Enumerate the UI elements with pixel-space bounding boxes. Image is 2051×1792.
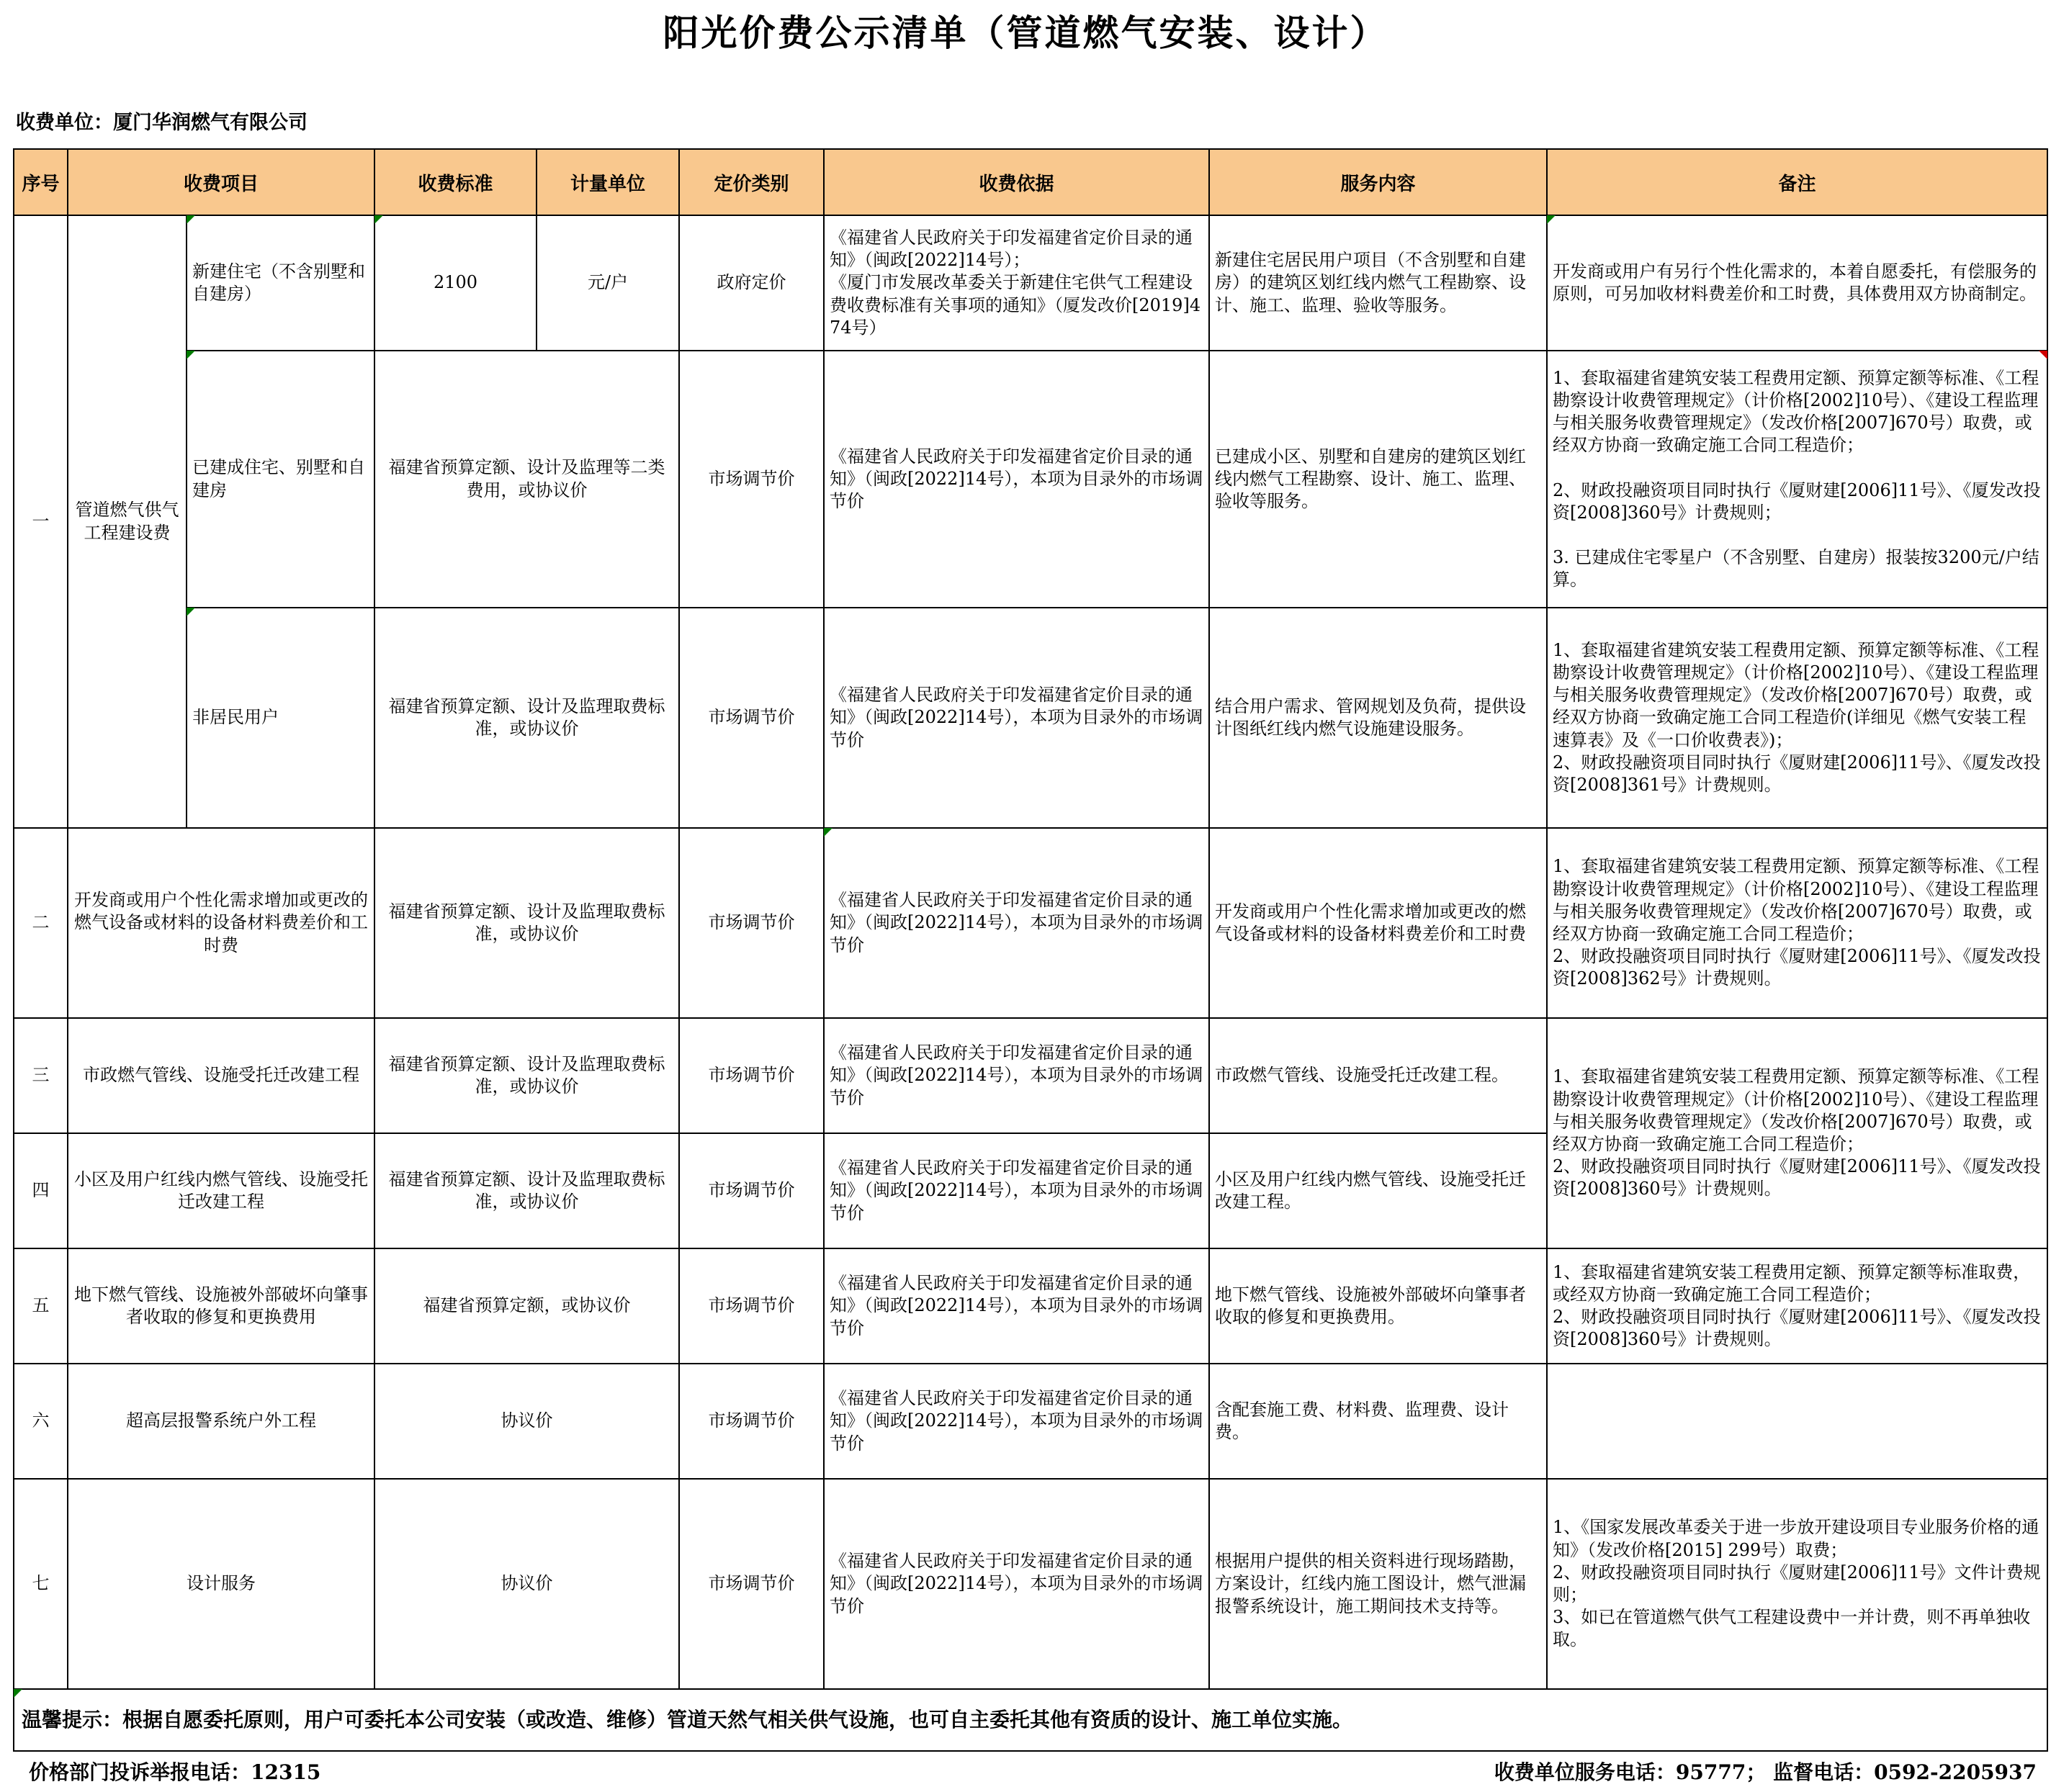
seq-cell: 六 xyxy=(14,1364,68,1479)
pricing-cell: 市场调节价 xyxy=(679,1364,824,1479)
standard-cell: 协议价 xyxy=(374,1479,679,1689)
pricing-cell: 市场调节价 xyxy=(679,828,824,1018)
table-row xyxy=(14,351,2047,608)
comment-marker xyxy=(187,351,195,359)
seq-cell: 七 xyxy=(14,1479,68,1689)
pricing-cell: 市场调节价 xyxy=(679,351,824,608)
page-title: 阳光价费公示清单（管道燃气安装、设计） xyxy=(663,12,1388,54)
table-row xyxy=(14,1364,2047,1479)
table-row xyxy=(14,1479,2047,1689)
standard-cell: 福建省预算定额、设计及监理取费标准，或协议价 xyxy=(374,828,679,1018)
tip-text: 温馨提示：根据自愿委托原则，用户可委托本公司安装（或改造、维修）管道天然气相关供气设施，也可自主委托其他有资质的设计、施工单位实施。 xyxy=(14,1689,2047,1751)
unit-cell: 元/户 xyxy=(537,215,679,351)
item-cell: 已建成住宅、别墅和自建房 xyxy=(187,351,374,608)
remarks-cell: 1、套取福建省建筑安装工程费用定额、预算定额等标准、《工程勘察设计收费管理规定》（计价格[2002]10号）、《建设工程监理与相关服务收费管理规定》（发改价格[2007]670号）取费，或经双方协商一致确定施工合同工程造价(详细见《燃气安装工程速算表》及《一口价收费表》)； 2、财政投融资项目同时执行《厦财建[2006]11号》、《厦发改投资[2008]361号》计费规则。 xyxy=(1547,608,2047,828)
table-row xyxy=(14,608,2047,828)
remarks-cell: 1、套取福建省建筑安装工程费用定额、预算定额等标准、《工程勘察设计收费管理规定》（计价格[2002]10号）、《建设工程监理与相关服务收费管理规定》（发改价格[2007]670号）取费，或经双方协商一致确定施工合同工程造价； 2、财政投融资项目同时执行《厦财建[2006]11号》、《厦发改投资[2008]360号》计费规则； 3. 已建成住宅零星户（不含别墅、自建房）报装按3200元/户结算。 xyxy=(1547,351,2047,608)
comment-marker xyxy=(187,215,195,224)
item-cell: 小区及用户红线内燃气管线、设施受托迁改建工程 xyxy=(68,1133,374,1248)
comment-marker xyxy=(374,215,383,224)
comment-marker xyxy=(824,828,832,837)
service-cell: 已建成小区、别墅和自建房的建筑区划红线内燃气工程勘察、设计、施工、监理、验收等服务。 xyxy=(1209,351,1547,608)
basis-cell: 《福建省人民政府关于印发福建省定价目录的通知》（闽政[2022]14号），本项为目录外的市场调节价 xyxy=(824,828,1209,1018)
remarks-cell: 1、套取福建省建筑安装工程费用定额、预算定额等标准取费，或经双方协商一致确定施工合同工程造价； 2、财政投融资项目同时执行《厦财建[2006]11号》、《厦发改投资[2008]360号》计费规则。 xyxy=(1547,1248,2047,1364)
service-cell: 新建住宅居民用户项目（不含别墅和自建房）的建筑区划红线内燃气工程勘察、设计、施工、监理、验收等服务。 xyxy=(1209,215,1547,351)
tip-row xyxy=(14,1689,2047,1751)
basis-cell: 《福建省人民政府关于印发福建省定价目录的通知》（闽政[2022]14号），本项为目录外的市场调节价 xyxy=(824,1248,1209,1364)
category-cell: 管道燃气供气工程建设费 xyxy=(68,215,187,828)
header-service: 服务内容 xyxy=(1209,149,1547,215)
basis-cell: 《福建省人民政府关于印发福建省定价目录的通知》（闽政[2022]14号），本项为目录外的市场调节价 xyxy=(824,351,1209,608)
seq-cell: 一 xyxy=(14,215,68,828)
basis-cell: 《福建省人民政府关于印发福建省定价目录的通知》（闽政[2022]14号）； 《厦门市发展改革委关于新建住宅供气工程建设费收费标准有关事项的通知》（厦发改价[2019]474号） xyxy=(824,215,1209,351)
service-phones: 收费单位服务电话：95777； 监督电话：0592-2205937 xyxy=(1494,1760,2037,1784)
basis-cell: 《福建省人民政府关于印发福建省定价目录的通知》（闽政[2022]14号），本项为目录外的市场调节价 xyxy=(824,608,1209,828)
comment-marker xyxy=(2039,351,2047,359)
standard-cell: 福建省预算定额、设计及监理取费标准，或协议价 xyxy=(374,608,679,828)
standard-cell: 福建省预算定额、设计及监理取费标准，或协议价 xyxy=(374,1133,679,1248)
standard-cell: 2100 xyxy=(374,215,537,351)
service-cell: 根据用户提供的相关资料进行现场踏勘，方案设计，红线内施工图设计，燃气泄漏报警系统设计，施工期间技术支持等。 xyxy=(1209,1479,1547,1689)
pricing-cell: 市场调节价 xyxy=(679,1479,824,1689)
service-cell: 小区及用户红线内燃气管线、设施受托迁改建工程。 xyxy=(1209,1133,1547,1248)
item-cell: 地下燃气管线、设施被外部破坏向肇事者收取的修复和更换费用 xyxy=(68,1248,374,1364)
seq-cell: 三 xyxy=(14,1018,68,1133)
header-remarks: 备注 xyxy=(1547,149,2047,215)
basis-cell: 《福建省人民政府关于印发福建省定价目录的通知》（闽政[2022]14号），本项为目录外的市场调节价 xyxy=(824,1018,1209,1133)
item-cell: 超高层报警系统户外工程 xyxy=(68,1364,374,1479)
header-unit: 计量单位 xyxy=(537,149,679,215)
complaint-hotline: 价格部门投诉举报电话：12315 xyxy=(29,1760,321,1784)
standard-cell: 福建省预算定额、设计及监理取费标准，或协议价 xyxy=(374,1018,679,1133)
item-cell: 设计服务 xyxy=(68,1479,374,1689)
service-cell: 市政燃气管线、设施受托迁改建工程。 xyxy=(1209,1018,1547,1133)
service-cell: 开发商或用户个性化需求增加或更改的燃气设备或材料的设备材料费差价和工时费 xyxy=(1209,828,1547,1018)
pricing-cell: 市场调节价 xyxy=(679,608,824,828)
table-row xyxy=(14,828,2047,1018)
item-cell: 非居民用户 xyxy=(187,608,374,828)
seq-cell: 五 xyxy=(14,1248,68,1364)
fee-table xyxy=(13,148,2048,1752)
item-cell: 新建住宅（不含别墅和自建房） xyxy=(187,215,374,351)
header-basis: 收费依据 xyxy=(824,149,1209,215)
pricing-cell: 政府定价 xyxy=(679,215,824,351)
table-row xyxy=(14,1248,2047,1364)
header-item: 收费项目 xyxy=(68,149,374,215)
comment-marker xyxy=(1547,215,1556,224)
seq-cell: 二 xyxy=(14,828,68,1018)
service-cell: 地下燃气管线、设施被外部破坏向肇事者收取的修复和更换费用。 xyxy=(1209,1248,1547,1364)
remarks-cell: 开发商或用户有另行个性化需求的，本着自愿委托，有偿服务的原则，可另加收材料费差价和工时费，具体费用双方协商制定。 xyxy=(1547,215,2047,351)
header-seq: 序号 xyxy=(14,149,68,215)
remarks-cell: 1、套取福建省建筑安装工程费用定额、预算定额等标准、《工程勘察设计收费管理规定》（计价格[2002]10号）、《建设工程监理与相关服务收费管理规定》（发改价格[2007]670号）取费，或经双方协商一致确定施工合同工程造价； 2、财政投融资项目同时执行《厦财建[2006]11号》、《厦发改投资[2008]360号》计费规则。 xyxy=(1547,1018,2047,1248)
pricing-cell: 市场调节价 xyxy=(679,1248,824,1364)
charging-unit: 收费单位：厦门华润燃气有限公司 xyxy=(16,112,308,134)
fee-table-container xyxy=(13,148,2047,1752)
standard-cell: 协议价 xyxy=(374,1364,679,1479)
table-row xyxy=(14,1018,2047,1133)
table-row xyxy=(14,215,2047,351)
comment-marker xyxy=(14,1689,22,1698)
standard-cell: 福建省预算定额，或协议价 xyxy=(374,1248,679,1364)
service-cell: 结合用户需求、管网规划及负荷，提供设计图纸红线内燃气设施建设服务。 xyxy=(1209,608,1547,828)
seq-cell: 四 xyxy=(14,1133,68,1248)
standard-cell: 福建省预算定额、设计及监理等二类费用，或协议价 xyxy=(374,351,679,608)
header-pricing: 定价类别 xyxy=(679,149,824,215)
item-cell: 市政燃气管线、设施受托迁改建工程 xyxy=(68,1018,374,1133)
service-cell: 含配套施工费、材料费、监理费、设计费。 xyxy=(1209,1364,1547,1479)
item-cell: 开发商或用户个性化需求增加或更改的燃气设备或材料的设备材料费差价和工时费 xyxy=(68,828,374,1018)
basis-cell: 《福建省人民政府关于印发福建省定价目录的通知》（闽政[2022]14号），本项为目录外的市场调节价 xyxy=(824,1364,1209,1479)
remarks-cell: 1、《国家发展改革委关于进一步放开建设项目专业服务价格的通知》（发改价格[2015] 299号）取费； 2、财政投融资项目同时执行《厦财建[2006]11号》文件计费规则； 3、如已在管道燃气供气工程建设费中一并计费，则不再单独收取。 xyxy=(1547,1479,2047,1689)
basis-cell: 《福建省人民政府关于印发福建省定价目录的通知》（闽政[2022]14号），本项为目录外的市场调节价 xyxy=(824,1133,1209,1248)
basis-cell: 《福建省人民政府关于印发福建省定价目录的通知》（闽政[2022]14号），本项为目录外的市场调节价 xyxy=(824,1479,1209,1689)
header-standard: 收费标准 xyxy=(374,149,537,215)
header-row xyxy=(14,149,2047,215)
remarks-cell: 1、套取福建省建筑安装工程费用定额、预算定额等标准、《工程勘察设计收费管理规定》（计价格[2002]10号）、《建设工程监理与相关服务收费管理规定》（发改价格[2007]670号）取费，或经双方协商一致确定施工合同工程造价； 2、财政投融资项目同时执行《厦财建[2006]11号》、《厦发改投资[2008]362号》计费规则。 xyxy=(1547,828,2047,1018)
pricing-cell: 市场调节价 xyxy=(679,1133,824,1248)
remarks-cell xyxy=(1547,1364,2047,1479)
pricing-cell: 市场调节价 xyxy=(679,1018,824,1133)
comment-marker xyxy=(187,608,195,616)
